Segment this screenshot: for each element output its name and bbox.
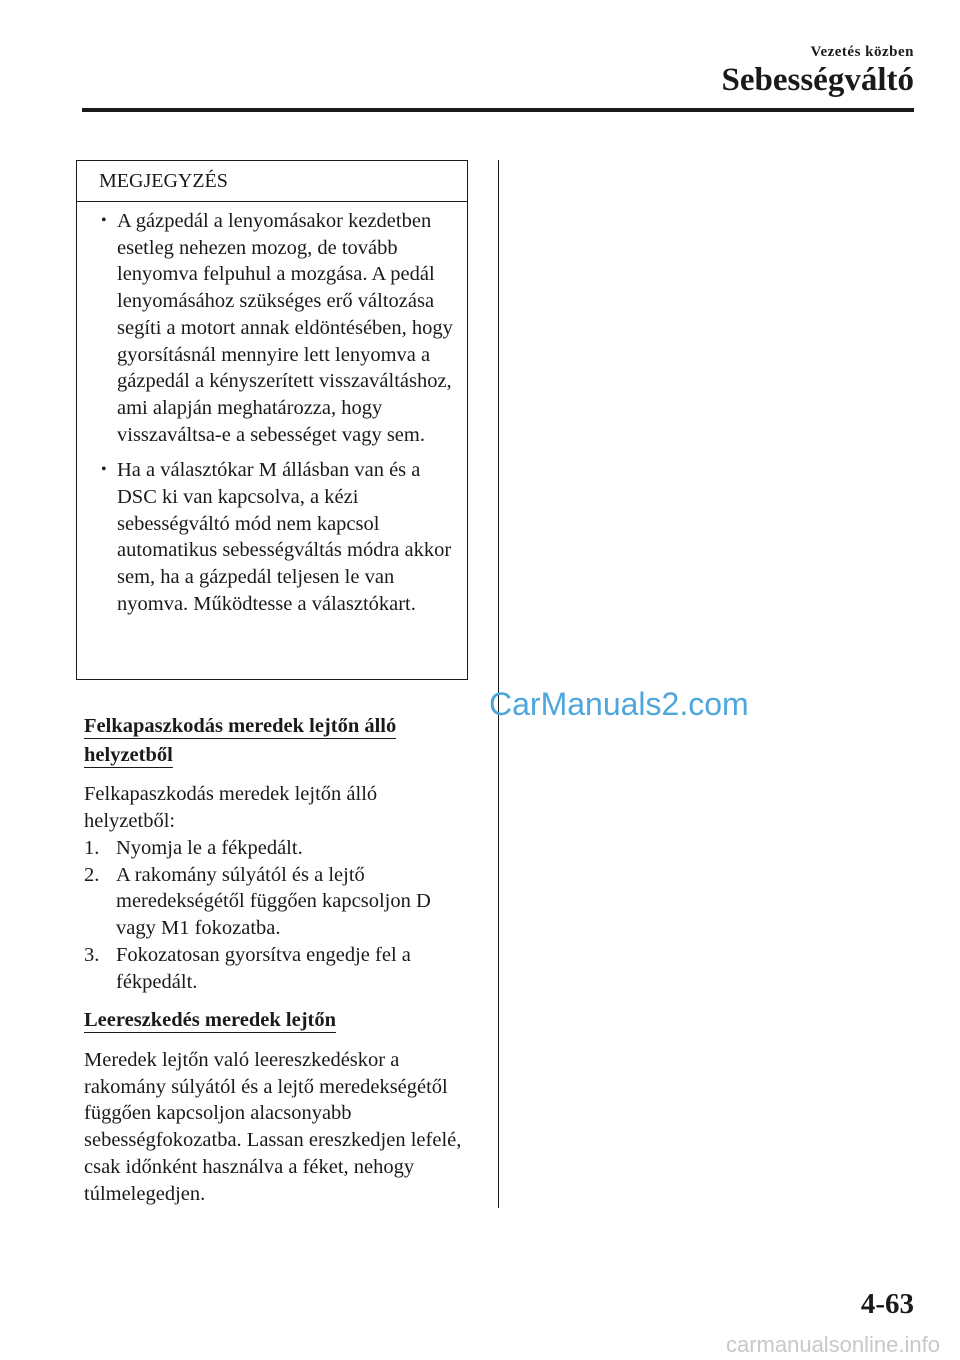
step-number: 2.: [84, 863, 100, 886]
section2-heading-text: Leereszkedés meredek lejtőn: [84, 1009, 337, 1031]
note-item-text: Ha a választókar M állásban van és a DSC ki van kapcsolva, a kézi sebességváltó mód nem kapcsol automatikus sebességváltás módra akkor sem, ha a gázpedál teljesen le van nyomva. Működtesse a választókart.: [117, 459, 452, 615]
step-item: [84, 942, 469, 995]
note-box: [76, 160, 468, 680]
watermark-text: CarManuals2.com: [489, 686, 749, 722]
step-text: Nyomja le a fékpedált.: [116, 837, 303, 859]
header-chapter-title: Sebességváltó: [721, 62, 914, 98]
note-title: MEGJEGYZÉS: [77, 161, 467, 202]
page-number: 4-63: [860, 1288, 914, 1320]
bullet-icon: •: [101, 461, 107, 479]
note-item: [101, 457, 453, 617]
step-item: [84, 835, 469, 862]
header-section-title: Vezetés közben: [810, 44, 914, 60]
footer-watermark: carmanualsonline.info: [725, 1332, 940, 1357]
step-number: 1.: [84, 837, 100, 859]
header-rule: [82, 108, 914, 112]
step-number: 3.: [84, 943, 100, 966]
section1-heading-line2: helyzetből: [84, 744, 173, 766]
section2-body: Meredek lejtőn való leereszkedéskor a rakomány súlyától és a lejtő meredekségétől függően kapcsoljon alacsonyabb sebességfokozatba. Lassan ereszkedjen lefelé, csak időnként használva a féket, nehogy túlmelegedjen.: [84, 1049, 462, 1205]
step-text: A rakomány súlyától és a lejtő meredekségétől függően kapcsoljon D vagy M1 fokozatba.: [116, 863, 431, 940]
bullet-icon: •: [101, 212, 107, 229]
note-list: [77, 202, 467, 618]
step-item: [84, 862, 469, 942]
step-text: Fokozatosan gyorsítva engedje fel a fékpedált.: [116, 943, 411, 993]
section1-steps: [84, 835, 469, 995]
note-item-text: A gázpedál a lenyomásakor kezdetben esetleg nehezen mozog, de tovább lenyomva felpuhul a mozgása. A pedál lenyomásához szükséges erő változása segíti a motort annak eldöntésében, hogy gyorsításnál mennyire lett lenyomva a gázpedál a kényszerített visszaváltáshoz, ami alapján meghatározza, hogy visszaváltsa-e a sebességet vagy sem.: [117, 210, 453, 446]
section1-intro: Felkapaszkodás meredek lejtőn álló helyzetből:: [84, 783, 378, 832]
note-item: [101, 208, 453, 448]
column-divider: [498, 160, 499, 1208]
section2-heading: [84, 1006, 336, 1035]
section1-heading: [84, 712, 396, 770]
section1-heading-line1: Felkapaszkodás meredek lejtőn álló: [84, 715, 397, 737]
